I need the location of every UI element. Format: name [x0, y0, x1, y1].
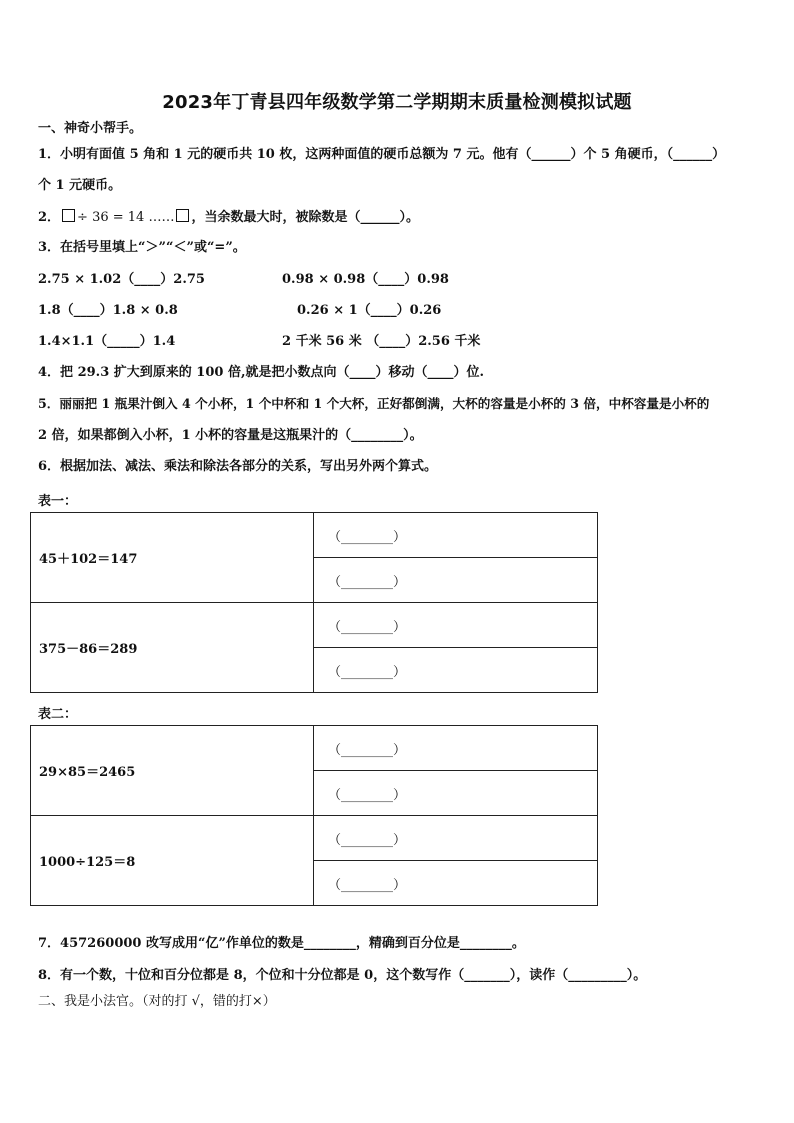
question-6-heading: 6．根据加法、减法、乘法和除法各部分的关系，写出另外两个算式。	[38, 459, 438, 474]
table-row	[31, 513, 598, 558]
section-1-heading: 一、神奇小帮手。	[38, 121, 143, 136]
question-3-row-2-right: 0.26 × 1（____）0.26	[297, 303, 442, 318]
question-2-suffix: ，当余数最大时，被除数是（______）。	[191, 210, 419, 225]
page-title: 2023年丁青县四年级数学第二学期期末质量检测模拟试题	[162, 92, 632, 113]
question-2-expression: ÷ 36 = 14 ……	[77, 210, 175, 225]
question-7: 7．457260000 改写成用“亿”作单位的数是________，精确到百分位是________。	[38, 936, 525, 951]
answer-cell[interactable]: （________）	[314, 816, 598, 861]
equation-cell: 45＋102＝147	[31, 513, 314, 603]
question-5-line-2: 2 倍，如果都倒入小杯，1 小杯的容量是这瓶果汁的（________）。	[38, 428, 423, 443]
table-2-label: 表二：	[38, 707, 78, 722]
question-3-row-2-left: 1.8（____）1.8 × 0.8	[38, 303, 178, 318]
table-row	[31, 726, 598, 771]
answer-cell[interactable]: （________）	[314, 648, 598, 693]
question-3-row-1-left: 2.75 × 1.02（____）2.75	[38, 272, 205, 287]
question-3-row-3-left: 1.4×1.1（_____）1.4	[38, 334, 176, 349]
question-1-line-1: 1．小明有面值 5 角和 1 元的硬币共 10 枚，这两种面值的硬币总额为 7 元。他有（______）个 5 角硬币，（______）	[38, 147, 726, 162]
question-2-number: 2．	[38, 210, 61, 225]
question-3-heading: 3．在括号里填上“＞”“＜”或“=”。	[38, 240, 246, 255]
blank-box-icon	[62, 209, 75, 222]
question-3-row-3-right: 2 千米 56 米 （____）2.56 千米	[282, 334, 481, 349]
table-row	[31, 603, 598, 648]
question-2	[38, 209, 419, 226]
table-1-label: 表一：	[38, 494, 78, 509]
answer-cell[interactable]: （________）	[314, 861, 598, 906]
section-2-heading: 二、我是小法官。（对的打 √，错的打×）	[38, 994, 276, 1009]
question-1-line-2: 个 1 元硬币。	[38, 178, 122, 193]
answer-cell[interactable]: （________）	[314, 726, 598, 771]
table-2	[30, 725, 598, 906]
answer-cell[interactable]: （________）	[314, 771, 598, 816]
answer-cell[interactable]: （________）	[314, 558, 598, 603]
table-row	[31, 816, 598, 861]
question-8: 8．有一个数，十位和百分位都是 8，个位和十分位都是 0，这个数写作（_______），读作（_________）。	[38, 968, 647, 983]
blank-box-icon	[176, 209, 189, 222]
question-5-line-1: 5．丽丽把 1 瓶果汁倒入 4 个小杯，1 个中杯和 1 个大杯，正好都倒满，大杯的容量是小杯的 3 倍，中杯容量是小杯的	[38, 396, 710, 411]
question-3-row-1-right: 0.98 × 0.98（____）0.98	[282, 272, 449, 287]
equation-cell: 29×85＝2465	[31, 726, 314, 816]
answer-cell[interactable]: （________）	[314, 513, 598, 558]
equation-cell: 1000÷125＝8	[31, 816, 314, 906]
equation-cell: 375－86＝289	[31, 603, 314, 693]
table-1	[30, 512, 598, 693]
question-4: 4．把 29.3 扩大到原来的 100 倍,就是把小数点向（____）移动（____）位.	[38, 365, 484, 380]
answer-cell[interactable]: （________）	[314, 603, 598, 648]
